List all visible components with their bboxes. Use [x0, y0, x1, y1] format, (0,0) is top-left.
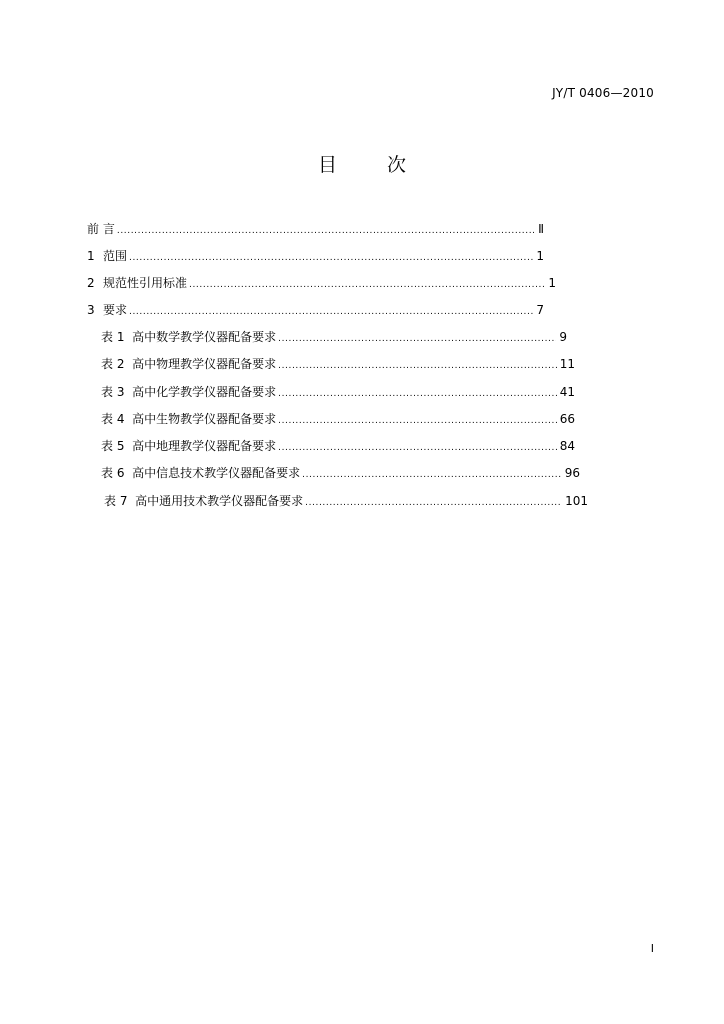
toc-label: 表 6 高中信息技术教学仪器配备要求 — [101, 466, 301, 480]
toc-leader-dots — [278, 357, 557, 371]
toc-label: 表 4 高中生物教学仪器配备要求 — [101, 412, 277, 426]
page-title: 目 次 — [317, 154, 429, 176]
toc-label: 表 3 高中化学教学仪器配备要求 — [101, 385, 277, 399]
toc-leader-dots — [278, 412, 557, 426]
toc-page-number: 1 — [536, 249, 544, 263]
toc-leader-dots — [117, 222, 535, 236]
toc-entry-table-7[interactable] — [104, 492, 588, 508]
toc-page-number: Ⅱ — [538, 222, 544, 236]
toc-page-number: 84 — [559, 439, 575, 453]
toc-leader-dots — [189, 276, 545, 290]
toc-entry-table-3[interactable] — [101, 383, 575, 399]
toc-label: 2 规范性引用标准 — [87, 276, 188, 290]
toc-page-number: 11 — [559, 357, 575, 371]
toc-page-number: 41 — [559, 385, 575, 399]
toc-leader-dots — [305, 494, 562, 508]
footer-page-number: I — [650, 942, 654, 955]
toc-entry-foreword[interactable] — [87, 220, 544, 236]
standard-number: JY/T 0406—2010 — [552, 86, 654, 100]
toc-page-number: 1 — [548, 276, 556, 290]
toc-label: 1 范围 — [87, 249, 128, 263]
toc-entry-table-5[interactable] — [101, 437, 575, 453]
toc-entry-table-2[interactable] — [101, 355, 575, 371]
toc-label: 表 2 高中物理教学仪器配备要求 — [101, 357, 277, 371]
toc-leader-dots — [129, 303, 533, 317]
toc-leader-dots — [129, 249, 533, 263]
toc-entry-scope[interactable] — [87, 247, 544, 263]
toc-entry-requirements[interactable] — [87, 301, 544, 317]
toc-label: 前 言 — [87, 222, 115, 236]
toc-entry-normative-references[interactable] — [87, 274, 556, 290]
toc-label: 3 要求 — [87, 303, 128, 317]
toc-entry-table-6[interactable] — [101, 464, 580, 480]
toc-leader-dots — [302, 466, 562, 480]
toc-page-number: 7 — [536, 303, 544, 317]
toc-leader-dots — [278, 330, 556, 344]
toc-page-number: 9 — [559, 330, 567, 344]
toc-page-number: 101 — [565, 494, 588, 508]
toc-entry-table-4[interactable] — [101, 410, 575, 426]
toc-leader-dots — [278, 385, 557, 399]
toc-page-number: 66 — [559, 412, 575, 426]
toc-page-number: 96 — [564, 466, 580, 480]
toc-leader-dots — [278, 439, 557, 453]
toc-label: 表 1 高中数学教学仪器配备要求 — [101, 330, 277, 344]
toc-label: 表 5 高中地理教学仪器配备要求 — [101, 439, 277, 453]
toc-label: 表 7 高中通用技术教学仪器配备要求 — [104, 494, 304, 508]
toc-entry-table-1[interactable] — [101, 328, 567, 344]
